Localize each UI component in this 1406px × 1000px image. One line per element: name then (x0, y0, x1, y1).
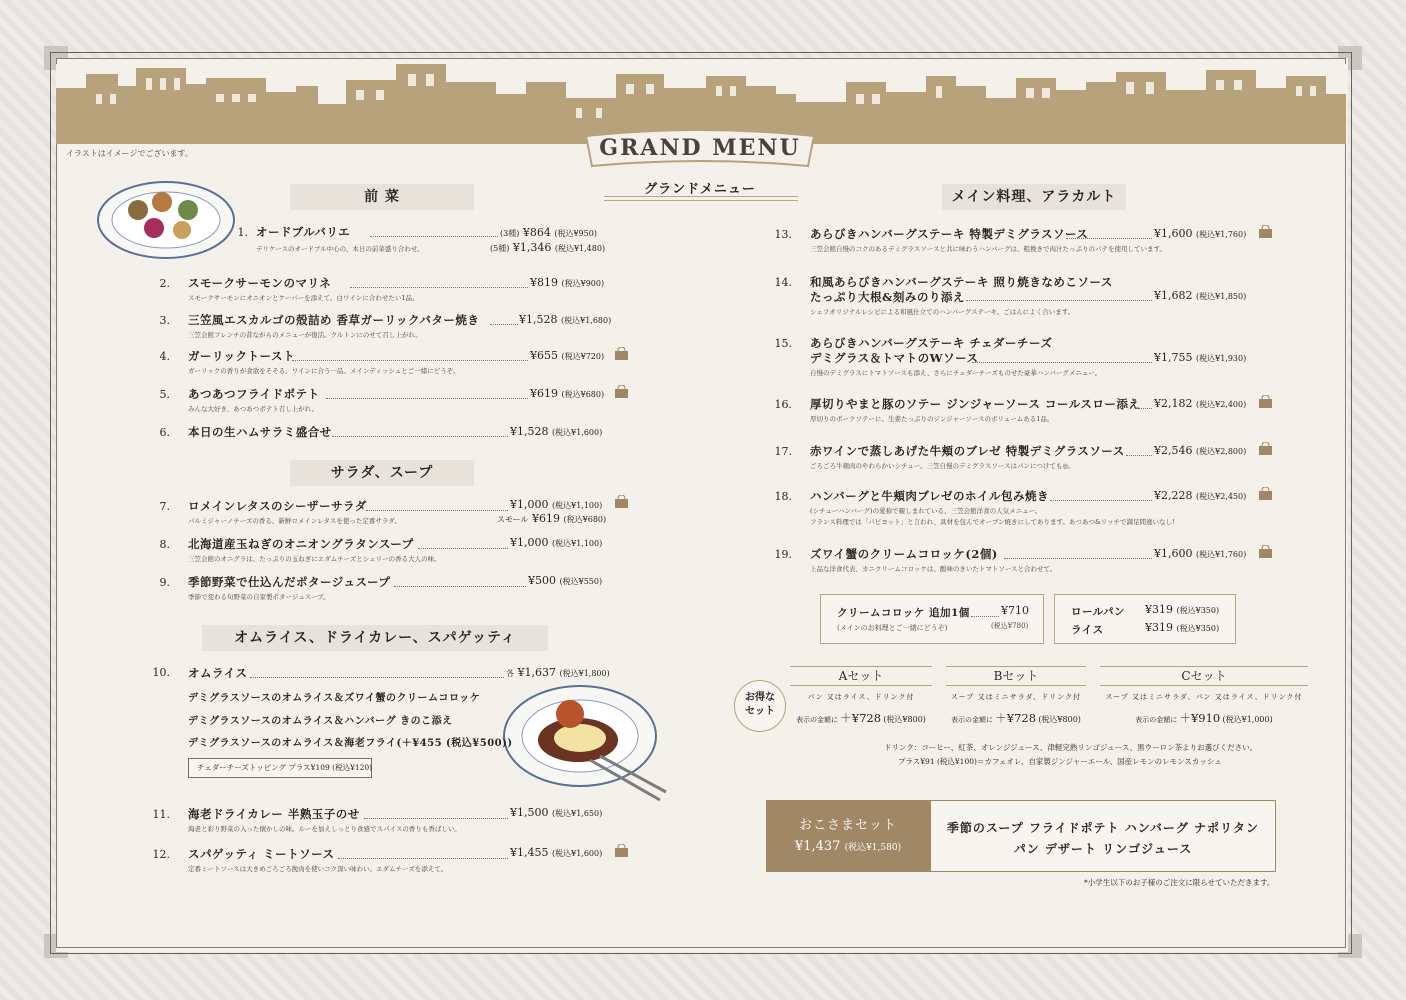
roll-bread: ロールパン (1071, 606, 1126, 618)
bread-rice-box (1054, 594, 1236, 644)
dot-leader (1126, 455, 1152, 456)
item-description: 自慢のデミグラスにトマトソースも添え、さらにチェダーチーズものせた豪華ハンバーグメニュー。 (810, 369, 1102, 377)
item-description: ごろごろ牛頬肉のやわらかいシチュー。三笠自慢のデミグラスソースはパンにつけても◎。 (810, 462, 1075, 470)
addon-price: ¥710 (1001, 604, 1029, 617)
omurice-plate-illustration (500, 676, 670, 806)
item-number: 1. (237, 226, 248, 239)
dot-leader (350, 287, 528, 288)
item-description: 厚切りのポークソテーに、生姜たっぷりのジンジャーソースのボリュームある1品。 (810, 415, 1054, 423)
dot-leader (366, 510, 508, 511)
small-price: スモール ¥619 (税込¥680) (497, 512, 607, 525)
item-name: オードブルバリエ (256, 225, 351, 239)
item-number: 12. (152, 848, 170, 861)
menu-subtitle: グランドメニュー (644, 182, 756, 197)
item-name: 季節野菜で仕込んだポタージュスープ (188, 575, 391, 589)
item-price: ¥1,000 (税込¥1,100) (510, 536, 603, 549)
illustration-note: イラストはイメージでございます。 (66, 149, 193, 158)
drink-options: ドリンク：コーヒー、紅茶、オレンジジュース、津軽完熟リンゴジュース、黒ウーロン茶よりお選びください。 (884, 743, 1258, 752)
item-price: (3種) ¥864 (税込¥950) (500, 226, 597, 239)
rice-price: ¥319 (税込¥350) (1145, 621, 1220, 634)
dot-leader (972, 362, 1152, 363)
section-salad-soup: サラダ、スープ (290, 460, 474, 486)
item-price: (5種) ¥1,346 (税込¥1,480) (490, 241, 606, 254)
item-description: (シチューハンバーグ)の愛称で親しまれている、三笠会館洋食の人気メニュー。 (810, 507, 1042, 515)
item-number: 4. (159, 350, 170, 363)
subtitle-rule (604, 196, 798, 201)
item-description: 定番ミートソースは大きめごろごろ挽肉を使いコク深い味わい。エダムチーズを添えて。 (188, 865, 448, 873)
roll-price: ¥319 (税込¥350) (1145, 603, 1220, 616)
omurice-variant: デミグラスソースのオムライス＆ハンバーグ きのこ添え (188, 716, 453, 727)
dot-leader (292, 360, 528, 361)
dot-leader (250, 677, 504, 678)
item-price: ¥2,228 (税込¥2,450) (1154, 489, 1247, 502)
item-price: ¥619 (税込¥680) (530, 387, 605, 400)
dot-leader (1066, 238, 1152, 239)
item-name: 和風あらびきハンバーグステーキ 照り焼きなめこソース (810, 275, 1113, 289)
item-number: 13. (774, 228, 792, 241)
takeout-bag-icon (614, 495, 629, 508)
item-number: 18. (774, 490, 792, 503)
item-number: 15. (774, 337, 792, 350)
item-price: ¥1,500 (税込¥1,650) (510, 806, 603, 819)
dot-leader (971, 616, 999, 617)
dot-leader (1050, 500, 1152, 501)
item-price: ¥2,182 (税込¥2,400) (1154, 397, 1247, 410)
item-price: ¥655 (税込¥720) (530, 349, 605, 362)
croquette-addon-box (820, 594, 1044, 644)
item-description: 三笠会館のオニグラは、たっぷりの玉ねぎにエダムチーズとシェリーの香る大人の味。 (188, 555, 441, 563)
item-price: ¥500 (税込¥550) (528, 574, 603, 587)
omurice-variant: デミグラスソースのオムライス＆海老フライ(＋¥455 (税込¥500)) (188, 738, 513, 749)
kids-set-contents: 季節のスープ フライドポテト ハンバーグ ナポリタン パン デザート リンゴジュース (930, 800, 1276, 872)
item-number: 10. (152, 666, 170, 679)
rice: ライス (1071, 624, 1104, 636)
item-number: 11. (152, 808, 170, 821)
item-description: みんな大好き、あつあつポテト召し上がれ。 (188, 405, 319, 413)
item-price: ¥1,682 (税込¥1,850) (1154, 289, 1247, 302)
dot-leader (1004, 558, 1152, 559)
item-description: シェフオリジナルレシピによる和風仕立てのハンバーグステーキ。ごはんによく合います。 (810, 308, 1075, 316)
item-name-line2: デミグラス＆トマトのWソース (810, 351, 979, 365)
dot-leader (418, 548, 508, 549)
dot-leader (370, 236, 498, 237)
dot-leader (1136, 408, 1152, 409)
item-name: 赤ワインで蒸しあげた牛頬のブレゼ 特製デミグラスソース (810, 444, 1125, 458)
set-c: Cセット スープ 又はミニサラダ、パン 又はライス、ドリンク付 表示の金額に ＋¥910 (税込¥1,000) (1100, 666, 1308, 726)
dot-leader (364, 818, 508, 819)
dot-leader (338, 858, 508, 859)
item-number: 19. (774, 548, 792, 561)
takeout-bag-icon (614, 385, 629, 398)
value-set-badge: お得な セット (734, 680, 786, 732)
item-number: 7. (159, 500, 170, 513)
item-price: ¥819 (税込¥900) (530, 276, 605, 289)
addon-name: クリームコロッケ 追加1個 (837, 607, 970, 619)
dot-leader (966, 300, 1152, 301)
item-name: ガーリックトースト (188, 349, 295, 363)
section-rice-pasta: オムライス、ドライカレー、スパゲッティ (202, 625, 548, 651)
item-name: 海老ドライカレー 半熟玉子のせ (188, 807, 360, 821)
item-price: ¥1,000 (税込¥1,100) (510, 498, 603, 511)
item-description-line2: フランス料理では「パピヨット」と言われ、具材を包んでオーブン焼きにしてあります。あつあつ&リッチで満足間違いなし! (810, 518, 1175, 526)
item-number: 5. (159, 388, 170, 401)
drink-upgrade: プラス¥91 (税込¥100)＝カフェオレ、自家製ジンジャーエール、国産レモンのレモンスカッシュ (898, 757, 1222, 766)
takeout-bag-icon (1258, 545, 1273, 558)
takeout-bag-icon (614, 844, 629, 857)
item-name: 本日の生ハムサラミ盛合せ (188, 425, 332, 439)
item-number: 17. (774, 445, 792, 458)
dot-leader (490, 324, 518, 325)
item-price: ¥2,546 (税込¥2,800) (1154, 444, 1247, 457)
set-a: Aセット パン 又はライス、ドリンク付 表示の金額に ＋¥728 (税込¥800) (790, 666, 932, 726)
kids-set-note: *小学生以下のお子様のご注文に限らせていただきます。 (1084, 878, 1275, 887)
addon-note: (メインのお料理とご一緒にどうぞ) (837, 624, 948, 632)
item-price: ¥1,455 (税込¥1,600) (510, 846, 603, 859)
topping-option: チェダーチーズトッピング プラス¥109 (税込¥120) (188, 758, 372, 778)
item-name: あつあつフライドポテト (188, 387, 320, 401)
item-name: ロメインレタスのシーザーサラダ (188, 499, 367, 513)
item-price: ¥1,528 (税込¥1,600) (510, 425, 603, 438)
set-b: Bセット スープ 又はミニサラダ、ドリンク付 表示の金額に ＋¥728 (税込¥800) (946, 666, 1086, 726)
item-name: ズワイ蟹のクリームコロッケ(2個) (810, 547, 998, 561)
item-description: 三笠会館自慢のコクのあるデミグラスソースと共に味わうハンバーグは、粗挽きで肉汁たっぷりのパテを使用しています。 (810, 245, 1167, 253)
section-mains: メイン料理、アラカルト (942, 184, 1126, 210)
item-description: 三笠会館フレンチの昔ながらのメニューが復活。クルトンにのせて召し上がれ。 (188, 331, 422, 339)
item-price: ¥1,755 (税込¥1,930) (1154, 351, 1247, 364)
item-number: 9. (159, 576, 170, 589)
dot-leader (326, 398, 528, 399)
dot-leader (394, 586, 526, 587)
item-name: 北海道産玉ねぎのオニオングラタンスープ (188, 537, 414, 551)
takeout-bag-icon (1258, 442, 1273, 455)
item-number: 16. (774, 398, 792, 411)
item-description: スモークサーモンにオニオンとケーパーを添えて。白ワインに合わせたい1品。 (188, 294, 419, 302)
kids-set-price: ¥1,437 (税込¥1,580) (794, 839, 902, 854)
item-description: 季節で変わる旬野菜の自家製ポタージュスープ。 (188, 593, 330, 601)
takeout-bag-icon (1258, 225, 1273, 238)
item-number: 2. (159, 277, 170, 290)
item-number: 6. (159, 426, 170, 439)
menu-title: GRAND MENU (599, 135, 801, 161)
item-name: あらびきハンバーグステーキ チェダーチーズ (810, 336, 1053, 350)
item-price: ¥1,528 (税込¥1,680) (519, 313, 612, 326)
item-name: 厚切りやまと豚のソテー ジンジャーソース コールスロー添え (810, 397, 1141, 411)
item-number: 8. (159, 538, 170, 551)
item-name: スモークサーモンのマリネ (188, 276, 332, 290)
item-price: ¥1,600 (税込¥1,760) (1154, 227, 1247, 240)
item-price: ¥1,600 (税込¥1,760) (1154, 547, 1247, 560)
takeout-bag-icon (1258, 487, 1273, 500)
item-name: ハンバーグと牛頬肉ブレゼのホイル包み焼き (810, 489, 1049, 503)
item-description: デリケースのオードブル中心の、本日の前菜盛り合わせ。 (256, 245, 424, 253)
item-number: 14. (774, 276, 792, 289)
item-name: あらびきハンバーグステーキ 特製デミグラスソース (810, 227, 1089, 241)
item-description: 海老と彩り野菜の入った懐かしの味。ルーを加えしっとり食感でスパイスの香りも香ばしい。 (188, 825, 461, 833)
addon-tax: (税込¥780) (991, 622, 1029, 630)
item-number: 3. (159, 314, 170, 327)
item-description: ガーリックの香りが食欲をそそる、ワインに合う一品。メインディッシュとご一緒にどうぞ。 (188, 367, 460, 375)
omurice-variant: デミグラスソースのオムライス＆ズワイ蟹のクリームコロッケ (188, 693, 481, 704)
kids-set-label (766, 800, 930, 872)
dot-leader (332, 436, 508, 437)
kids-set-title: おこさまセット (798, 818, 897, 833)
item-name: 三笠風エスカルゴの殻詰め 香草ガーリックバター焼き (188, 313, 480, 327)
takeout-bag-icon (614, 347, 629, 360)
section-appetizers: 前 菜 (290, 184, 474, 210)
item-name: オムライス (188, 666, 248, 680)
appetizer-plate-illustration (96, 170, 236, 262)
item-name-line2: たっぷり大根&刻みのり添え (810, 290, 965, 304)
item-name: スパゲッティ ミートソース (188, 847, 335, 861)
takeout-bag-icon (1258, 395, 1273, 408)
item-description: 上品な洋食代表、カニクリームコロッケは、酸味のきいたトマトソースと合わせて。 (810, 565, 1057, 573)
item-price: 各 ¥1,637 (税込¥1,800) (506, 666, 610, 679)
item-description: パルミジャーノチーズの香る、新鮮ロメインレタスを使った定番サラダ。 (188, 517, 401, 525)
